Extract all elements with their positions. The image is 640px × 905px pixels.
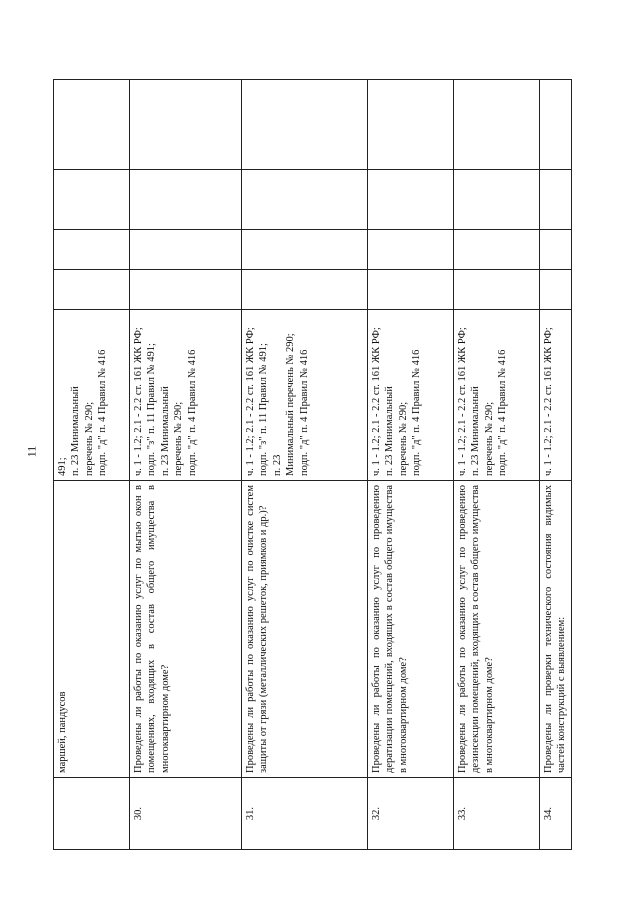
empty-cell — [242, 230, 368, 270]
empty-cell — [242, 170, 368, 230]
reference-line: 491; — [57, 457, 68, 476]
table-row — [368, 80, 454, 850]
empty-cell — [454, 80, 540, 170]
reference-line: ч. 1 - 1.2; 2.1 - 2.2 ст. 161 ЖК РФ; — [371, 327, 382, 476]
table-row — [54, 80, 130, 850]
empty-cell — [54, 270, 130, 310]
empty-cell — [242, 270, 368, 310]
row-number — [54, 778, 130, 850]
empty-cell — [540, 80, 572, 170]
reference-line: ч. 1 - 1.2; 2.1 - 2.2 ст. 161 ЖК РФ; — [457, 327, 468, 476]
row-number: 32. — [368, 778, 454, 850]
table-row — [540, 80, 572, 850]
empty-cell — [540, 230, 572, 270]
question-text: Проведены ли проверки технического состояния видимых частей конструкций с выявлением: — [540, 481, 572, 778]
legal-references — [54, 310, 130, 481]
reference-line: подп. "д" п. 4 Правил № 416 — [97, 349, 109, 476]
reference-line: п. 23 Минимальный — [70, 386, 82, 476]
empty-cell — [540, 270, 572, 310]
row-number: 34. — [540, 778, 572, 850]
reference-line: п. 23 Минимальный — [159, 386, 171, 476]
reference-line: ч. 1 - 1.2; 2.1 - 2.2 ст. 161 ЖК РФ; — [543, 327, 554, 476]
reference-line: ч. 1 - 1.2; 2.1 - 2.2 ст. 161 ЖК РФ; — [133, 327, 144, 476]
reference-line: перечень № 290; — [173, 401, 185, 476]
reference-line: подп. "д" п. 4 Правил № 416 — [298, 349, 310, 476]
table-row — [242, 80, 368, 850]
empty-cell — [368, 170, 454, 230]
empty-cell — [368, 270, 454, 310]
legal-references — [540, 310, 572, 481]
checklist-table — [53, 79, 572, 850]
empty-cell — [130, 230, 242, 270]
reference-line: ч. 1 - 1.2; 2.1 - 2.2 ст. 161 ЖК РФ; — [245, 327, 256, 476]
empty-cell — [540, 170, 572, 230]
empty-cell — [454, 230, 540, 270]
reference-line: подп. "з" п. 11 Правил № 491; — [146, 343, 158, 476]
question-text: Проведены ли работы по оказанию услуг по проведению дезинсекции помещений, входящих в состав общего имущества в многоквартирном доме? — [454, 481, 540, 778]
row-number: 31. — [242, 778, 368, 850]
empty-cell — [54, 170, 130, 230]
table-row — [130, 80, 242, 850]
question-text: Проведены ли работы по оказанию услуг по очистке систем защиты от грязи (металлических решеток, приямков и др.)? — [242, 481, 368, 778]
row-number: 33. — [454, 778, 540, 850]
empty-cell — [54, 80, 130, 170]
question-text: Проведены ли работы по оказанию услуг по проведению дератизации помещений, входящих в состав общего имущества в многоквартирном доме? — [368, 481, 454, 778]
question-text: Проведены ли работы по оказанию услуг по мытью окон в помещениях, входящих в состав общего имущества в многоквартирном доме? — [130, 481, 242, 778]
reference-line: подп. "з" п. 11 Правил № 491; — [258, 343, 270, 476]
page-number: 11 — [24, 445, 39, 458]
empty-cell — [368, 230, 454, 270]
reference-line: подп. "д" п. 4 Правил № 416 — [411, 349, 423, 476]
reference-line: Минимальный перечень № 290; — [285, 333, 297, 476]
row-number: 30. — [130, 778, 242, 850]
question-text: маршей, пандусов — [54, 481, 130, 778]
legal-references — [130, 310, 242, 481]
table-row — [454, 80, 540, 850]
reference-line: перечень № 290; — [83, 401, 95, 476]
empty-cell — [54, 230, 130, 270]
reference-line: перечень № 290; — [483, 401, 495, 476]
legal-references — [242, 310, 368, 481]
legal-references — [454, 310, 540, 481]
empty-cell — [242, 80, 368, 170]
empty-cell — [454, 170, 540, 230]
reference-line: п. 23 — [271, 454, 283, 476]
empty-cell — [130, 170, 242, 230]
rotated-table-wrapper — [53, 80, 568, 850]
reference-line: подп. "д" п. 4 Правил № 416 — [186, 349, 198, 476]
legal-references — [368, 310, 454, 481]
reference-line: перечень № 290; — [397, 401, 409, 476]
reference-line: подп. "д" п. 4 Правил № 416 — [497, 349, 509, 476]
empty-cell — [454, 270, 540, 310]
reference-line: п. 23 Минимальный — [470, 386, 482, 476]
empty-cell — [130, 80, 242, 170]
reference-line: п. 23 Минимальный — [384, 386, 396, 476]
empty-cell — [368, 80, 454, 170]
empty-cell — [130, 270, 242, 310]
